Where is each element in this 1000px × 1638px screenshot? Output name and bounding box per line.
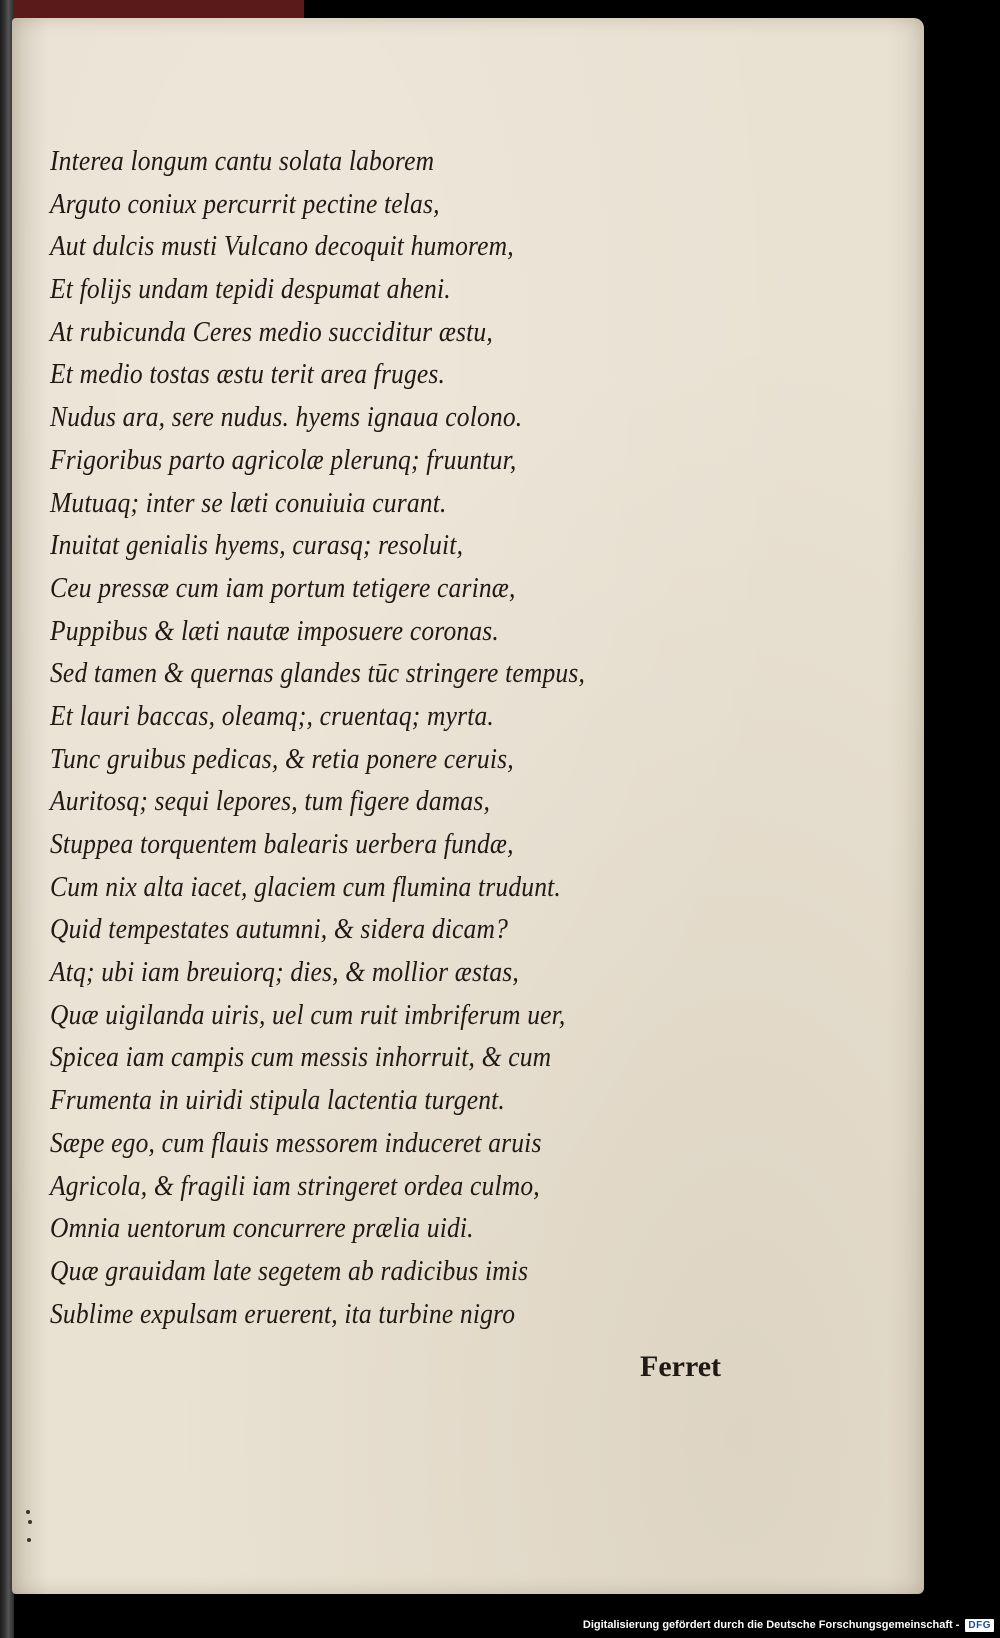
text-line: Quæ uigilanda uiris, uel cum ruit imbriferum uer,: [50, 998, 566, 1031]
text-line: Quæ grauidam late segetem ab radicibus imis: [50, 1254, 529, 1287]
text-line: Frigoribus parto agricolæ plerunq; fruuntur,: [50, 443, 517, 476]
footer-credit-text: Digitalisierung gefördert durch die Deutsche Forschungsgemeinschaft -: [582, 1619, 960, 1631]
text-line: Aut dulcis musti Vulcano decoquit humorem,: [50, 230, 514, 263]
text-line: Cum nix alta iacet, glaciem cum flumina trudunt.: [50, 870, 561, 903]
margin-dot: [26, 1510, 30, 1514]
text-line: Et folijs undam tepidi despumat aheni.: [50, 273, 451, 306]
text-line: Puppibus & læti nautæ imposuere coronas.: [50, 614, 499, 647]
catchword: Ferret: [640, 1350, 722, 1383]
text-line: Atq; ubi iam breuiorq; dies, & mollior æstas,: [50, 956, 519, 989]
text-line: Arguto coniux percurrit pectine telas,: [50, 187, 440, 220]
text-line: Agricola, & fragili iam stringeret ordea culmo,: [50, 1169, 540, 1202]
text-line: Tunc gruibus pedicas, & retia ponere ceruis,: [50, 742, 514, 775]
margin-dot: [27, 1538, 31, 1542]
dfg-logo: DFG: [965, 1619, 994, 1632]
text-line: Sæpe ego, cum flauis messorem induceret aruis: [50, 1126, 542, 1159]
margin-marks: [24, 1510, 34, 1550]
text-line: Stuppea torquentem balearis uerbera fundæ,: [50, 828, 514, 860]
text-line: Et lauri baccas, oleamq;, cruentaq; myrta.: [50, 699, 494, 732]
text-line: Sed tamen & quernas glandes tūc stringere tempus,: [50, 657, 586, 690]
text-line: Interea longum cantu solata laborem: [50, 145, 435, 177]
text-line: Inuitat genialis hyems, curasq; resoluit,: [50, 529, 464, 562]
margin-dot: [28, 1520, 32, 1524]
verse-text-block: [50, 140, 750, 1335]
text-line: Frumenta in uiridi stipula lactentia turgent.: [50, 1084, 505, 1117]
text-line: Sublime expulsam eruerent, ita turbine nigro: [50, 1297, 516, 1330]
text-line: Mutuaq; inter se læti conuiuia curant.: [50, 486, 447, 519]
text-line: Omnia uentorum concurrere prælia uidi.: [50, 1212, 474, 1245]
text-line: Spicea iam campis cum messis inhorruit, & cum: [50, 1041, 552, 1074]
text-line: Auritosq; sequi lepores, tum figere damas,: [50, 785, 491, 818]
text-line: Quid tempestates autumni, & sidera dicam?: [50, 913, 509, 946]
text-line: Nudus ara, sere nudus. hyems ignaua colono.: [50, 401, 523, 434]
footer-credit-bar: [583, 1616, 994, 1634]
text-line: Ceu pressæ cum iam portum tetigere carinæ,: [50, 571, 516, 604]
text-line: Et medio tostas æstu terit area fruges.: [50, 358, 446, 391]
text-line: At rubicunda Ceres medio succiditur æstu,: [50, 315, 493, 348]
